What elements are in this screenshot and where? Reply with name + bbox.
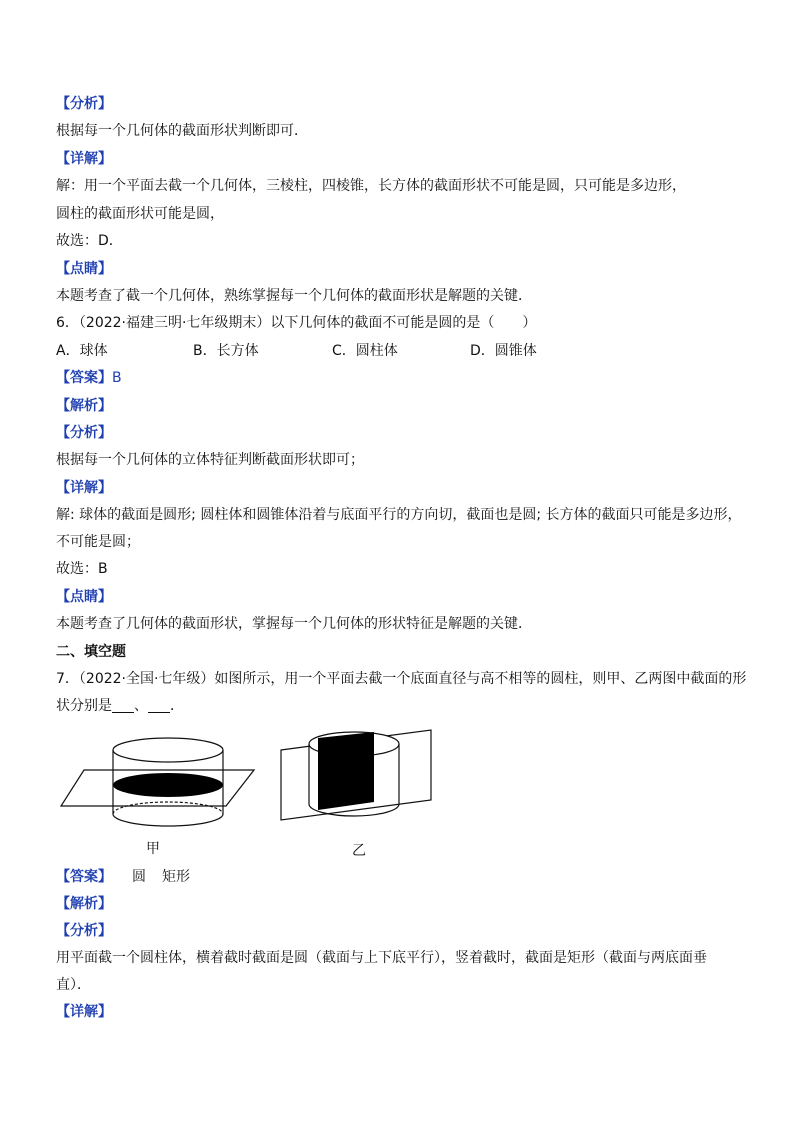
choice-text: 故选：D． bbox=[56, 233, 123, 249]
comment-text: 本题考查了几何体的截面形状，掌握每一个几何体的形状特征是解题的关键． bbox=[56, 616, 532, 632]
answer-label: 【答案】 bbox=[56, 869, 112, 885]
detail-label: 【详解】 bbox=[56, 480, 112, 496]
q6-answer bbox=[56, 369, 122, 387]
answer-value-2: 矩形 bbox=[162, 869, 190, 885]
analysis-text-line2: 直）． bbox=[56, 977, 91, 993]
circle-cross-section bbox=[113, 773, 223, 797]
detail-label: 【详解】 bbox=[56, 1004, 112, 1020]
answer-blank-2 bbox=[148, 698, 170, 713]
question-7-stem-line1: 7．（2022·全国·七年级）如图所示，用一个平面去截一个底面直径与高不相等的圆柱，则甲、乙两图中截面的形 bbox=[56, 671, 747, 687]
explain-label: 【解析】 bbox=[56, 896, 112, 912]
q6-option-d: D．圆锥体 bbox=[470, 343, 537, 359]
q6-option-a: A．球体 bbox=[56, 343, 108, 359]
answer-label: 【答案】 bbox=[56, 370, 112, 386]
stem-suffix: ． bbox=[170, 698, 184, 714]
cylinder-top bbox=[113, 738, 223, 762]
cylinders-diagram bbox=[56, 722, 466, 862]
detail-text-line2: 圆柱的截面形状可能是圆， bbox=[56, 206, 224, 222]
analysis-text-line1: 用平面截一个圆柱体，横着截时截面是圆（截面与上下底平行），竖着截时，截面是矩形（截面与两底面垂 bbox=[56, 950, 707, 966]
detail-label: 【详解】 bbox=[56, 151, 112, 167]
answer-blank-1 bbox=[112, 698, 134, 713]
analysis-label: 【分析】 bbox=[56, 923, 112, 939]
detail-text-line1: 解：用一个平面去截一个几何体，三棱柱，四棱锥，长方体的截面形状不可能是圆，只可能是多边形， bbox=[56, 178, 686, 194]
explain-label: 【解析】 bbox=[56, 398, 112, 414]
question-6-stem: 6．（2022·福建三明·七年级期末）以下几何体的截面不可能是圆的是（ ） bbox=[56, 315, 537, 331]
rectangle-cross-section bbox=[318, 732, 374, 810]
answer-value-1: 圆 bbox=[132, 869, 146, 885]
choice-text: 故选：B bbox=[56, 561, 108, 577]
question-7-stem-line2 bbox=[56, 697, 184, 715]
section-title: 二、填空题 bbox=[56, 644, 126, 660]
comment-text: 本题考查了截一个几何体，熟练掌握每一个几何体的截面形状是解题的关键． bbox=[56, 288, 532, 304]
figure-caption-yi: 乙 bbox=[352, 843, 366, 859]
figure-caption-jia: 甲 bbox=[146, 841, 160, 857]
detail-text-line2: 不可能是圆； bbox=[56, 534, 140, 550]
q7-answer bbox=[56, 868, 190, 886]
detail-text-line1: 解: 球体的截面是圆形; 圆柱体和圆锥体沿着与底面平行的方向切，截面也是圆; 长方体的截面只可能是多边形， bbox=[56, 507, 742, 523]
cylinder-cross-section-figure bbox=[56, 722, 466, 862]
analysis-text: 根据每一个几何体的截面形状判断即可． bbox=[56, 123, 308, 139]
comment-label: 【点睛】 bbox=[56, 589, 112, 605]
analysis-label: 【分析】 bbox=[56, 425, 112, 441]
analysis-label: 【分析】 bbox=[56, 96, 112, 112]
analysis-text: 根据每一个几何体的立体特征判断截面形状即可； bbox=[56, 452, 364, 468]
q6-option-c: C．圆柱体 bbox=[332, 343, 398, 359]
answer-value: B bbox=[112, 370, 122, 386]
comment-label: 【点睛】 bbox=[56, 261, 112, 277]
q6-option-b: B．长方体 bbox=[193, 343, 259, 359]
stem-prefix: 状分别是 bbox=[56, 698, 112, 714]
stem-separator: 、 bbox=[134, 698, 148, 714]
